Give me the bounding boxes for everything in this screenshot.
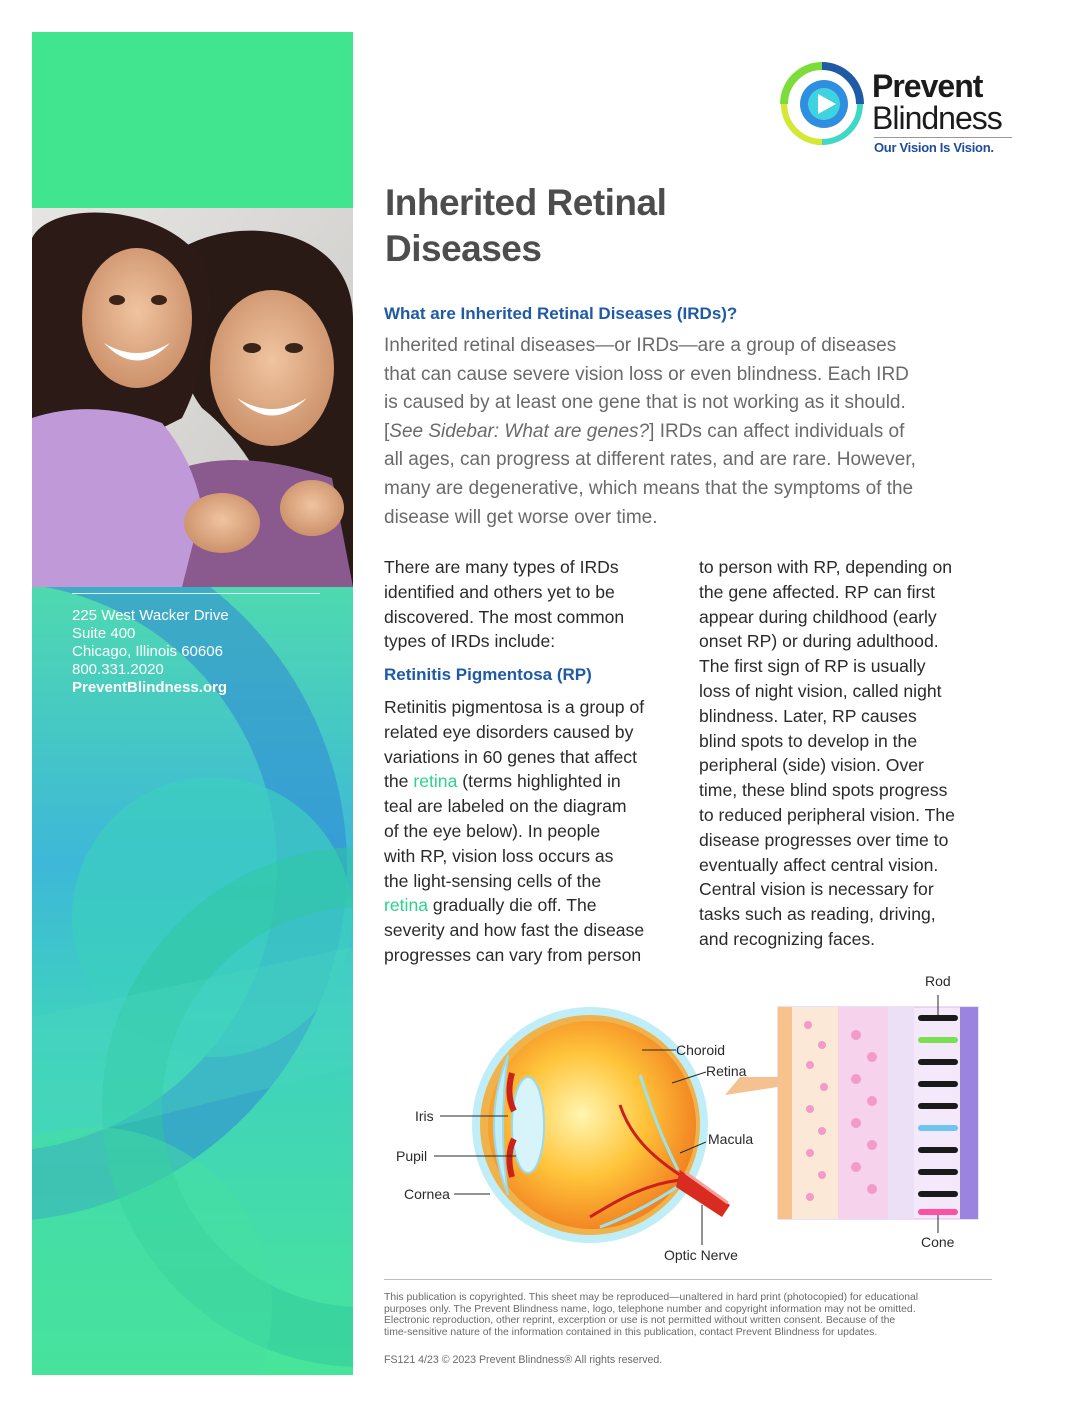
col-line: to reduced peripheral vision. The [699, 804, 955, 825]
footer-line: Electronic reproduction, other reprint, excerption or use is not permitted without written consent. Because of the [384, 1315, 896, 1327]
section-heading-what-are-irds: What are Inherited Retinal Diseases (IRDs)? [384, 304, 738, 323]
col-line [384, 893, 684, 918]
col-line: variations in 60 genes that affect [384, 746, 637, 767]
col-line: progresses can vary from person [384, 944, 642, 965]
address-divider [72, 593, 320, 594]
address-phone: 800.331.2020 [72, 661, 164, 678]
col-line: blind spots to develop in the [699, 730, 918, 751]
intro-line: all ages, can progress at different rates, and are rare. However, [384, 449, 916, 471]
col-line: time, these blind spots progress [699, 780, 948, 801]
label-cornea: Cornea [404, 1186, 450, 1202]
footer-line: This publication is copyrighted. This sheet may be reproduced—unaltered in hard print (photocopied) for educational [384, 1292, 919, 1303]
col-line: onset RP) or during adulthood. [699, 631, 939, 652]
col-line: disease progresses over time to [699, 829, 949, 850]
intro-line: that can cause severe vision loss or even blindness. Each IRD [384, 363, 909, 385]
col-line: and recognizing faces. [699, 928, 876, 949]
col-line: peripheral (side) vision. Over [699, 755, 924, 776]
label-macula: Macula [708, 1131, 754, 1147]
col-line: appear during childhood (early [699, 606, 937, 627]
website-link[interactable]: PreventBlindness.org [72, 679, 228, 696]
intro-line [384, 418, 996, 447]
col-line: Central vision is necessary for [699, 879, 934, 900]
term-retina: retina [413, 771, 458, 792]
col-line: identified and others yet to be [384, 581, 615, 602]
column-left-intro [384, 555, 684, 654]
logo-eye-icon [780, 62, 864, 146]
page-title [385, 180, 985, 272]
title-line-2: Diseases [385, 228, 542, 269]
title-line-1: Inherited Retinal [385, 182, 667, 223]
label-rod: Rod [925, 973, 951, 989]
bracket-open: [ [384, 420, 390, 442]
intro-line: disease will get worse over time. [384, 506, 658, 528]
col-text: gradually die off. The [432, 895, 597, 916]
intro-line: Inherited retinal diseases—or IRDs—are a group of diseases [384, 335, 897, 356]
family-photo [32, 208, 353, 587]
col-text: (terms highlighted in [462, 771, 621, 792]
footer-divider [384, 1279, 992, 1280]
intro-line-text: IRDs can affect individuals of [659, 420, 905, 442]
address-suite: Suite 400 [72, 625, 136, 642]
col-text: the [384, 771, 409, 792]
bracket-close: ] [649, 420, 655, 442]
sidebar [32, 32, 353, 1375]
col-line: tasks such as reading, driving, [699, 904, 936, 925]
col-line: severity and how fast the disease [384, 920, 645, 941]
col-line: with RP, vision loss occurs as [384, 845, 614, 866]
col-line: to person with RP, depending on [699, 557, 953, 577]
label-retina: Retina [706, 1063, 747, 1079]
copyright-notice [384, 1292, 992, 1338]
footer-line: purposes only. The Prevent Blindness name, logo, telephone number and copyright information may not be omitted. [384, 1303, 916, 1315]
logo-name-line1: Prevent [872, 68, 983, 104]
sidebar-graphic [32, 587, 353, 1375]
col-line: loss of night vision, called night [699, 680, 942, 701]
publication-code: FS121 4/23 © 2023 Prevent Blindness® All rights reserved. [384, 1354, 663, 1366]
eye-diagram [380, 965, 1000, 1270]
address-city: Chicago, Illinois 60606 [72, 643, 223, 660]
label-pupil: Pupil [396, 1148, 428, 1164]
address-block [72, 607, 332, 697]
eye-diagram-graphic [380, 965, 1000, 1270]
col-line: Retinitis pigmentosa is a group of [384, 697, 645, 717]
col-line: blindness. Later, RP causes [699, 705, 917, 726]
col-line: the gene affected. RP can first [699, 581, 936, 602]
column-left-body [384, 695, 684, 968]
term-retina: retina [384, 895, 429, 916]
col-line: There are many types of IRDs [384, 557, 619, 577]
label-iris: Iris [415, 1108, 434, 1124]
prevent-blindness-logo [780, 62, 1020, 162]
address-street: 225 West Wacker Drive [72, 607, 229, 624]
label-choroid: Choroid [676, 1042, 726, 1058]
intro-line: is caused by at least one gene that is not working as it should. [384, 392, 906, 414]
col-line: The first sign of RP is usually [699, 656, 926, 677]
col-line: of the eye below). In people [384, 820, 601, 841]
sidebar-reference: See Sidebar: What are genes? [389, 420, 650, 442]
section-heading-rp: Retinitis Pigmentosa (RP) [384, 665, 592, 684]
logo-divider [874, 137, 1012, 138]
col-line: teal are labeled on the diagram [384, 796, 627, 817]
col-line: eventually affect central vision. [699, 854, 939, 875]
col-line: related eye disorders caused by [384, 721, 634, 742]
column-right-body [699, 555, 999, 952]
col-line: discovered. The most common [384, 606, 625, 627]
label-cone: Cone [921, 1234, 955, 1250]
label-optic-nerve: Optic Nerve [664, 1247, 738, 1263]
col-line [384, 769, 684, 794]
logo-name-line2: Blindness [872, 100, 1002, 136]
col-line: the light-sensing cells of the [384, 870, 602, 891]
sidebar-green-block [32, 32, 353, 208]
col-line: types of IRDs include: [384, 631, 556, 652]
intro-line: many are degenerative, which means that the symptoms of the [384, 477, 914, 499]
intro-paragraph [384, 332, 996, 532]
footer-line: time-sensitive nature of the information contained in this publication, contact Prevent Blindness for updates. [384, 1326, 878, 1338]
logo-tagline: Our Vision Is Vision. [874, 140, 994, 155]
